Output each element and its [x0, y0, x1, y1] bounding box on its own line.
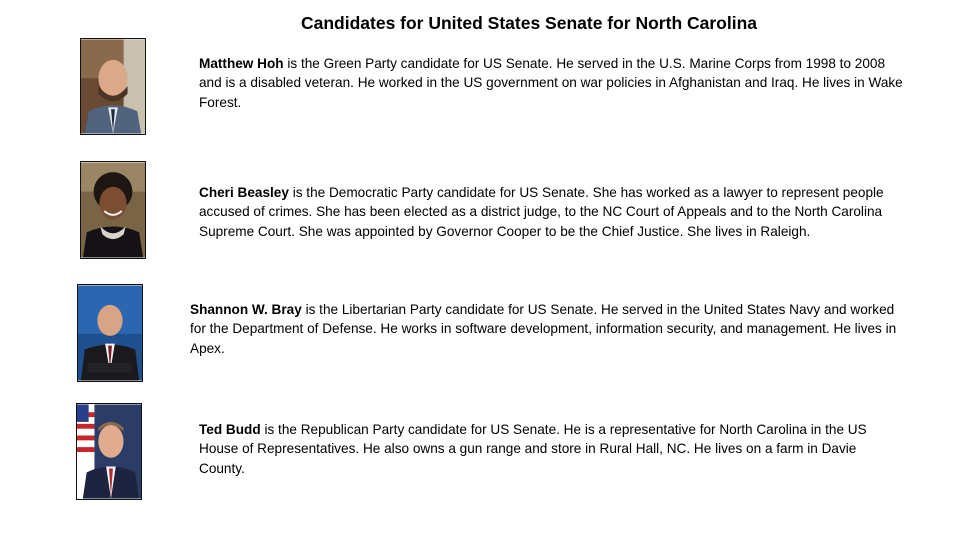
candidate-description: is the Libertarian Party candidate for US Senate. He served in the United States Navy and worked for the Department of Defense. He works in software development, information security, and management. He lives in Apex. — [190, 302, 897, 356]
candidate-name: Matthew Hoh — [199, 56, 284, 71]
candidate-photo-budd — [76, 403, 142, 500]
portrait-image — [81, 162, 145, 258]
candidate-photo-hoh — [80, 38, 146, 135]
candidate-name: Shannon W. Bray — [190, 302, 302, 317]
page-title: Candidates for United States Senate for North Carolina — [300, 13, 758, 33]
candidate-name: Cheri Beasley — [199, 185, 289, 200]
candidate-photo-bray — [77, 284, 143, 382]
candidate-description: is the Green Party candidate for US Senate. He served in the U.S. Marine Corps from 1998 to 2008 and is a disabled veteran. He worked in the US government on war policies in Afghanistan and Iraq. He lives in Wake Forest. — [199, 56, 903, 110]
portrait-image — [81, 39, 145, 134]
candidate-bio-beasley — [199, 183, 899, 241]
candidate-bio-bray — [190, 300, 902, 358]
portrait-image — [78, 285, 142, 381]
candidate-bio-budd — [199, 420, 899, 478]
candidate-bio-hoh — [199, 54, 911, 112]
candidate-photo-beasley — [80, 161, 146, 259]
candidate-description: is the Republican Party candidate for US Senate. He is a representative for North Carolina in the US House of Representatives. He also owns a gun range and store in Rural Hall, NC. He lives on a farm in Davie County. — [199, 422, 867, 476]
candidate-description: is the Democratic Party candidate for US Senate. She has worked as a lawyer to represent people accused of crimes. She has been elected as a district judge, to the NC Court of Appeals and to the North Carolina Supreme Court. She was appointed by Governor Cooper to be the Chief Justice. She lives in Raleigh. — [199, 185, 884, 239]
portrait-image — [77, 404, 141, 499]
candidate-name: Ted Budd — [199, 422, 261, 437]
